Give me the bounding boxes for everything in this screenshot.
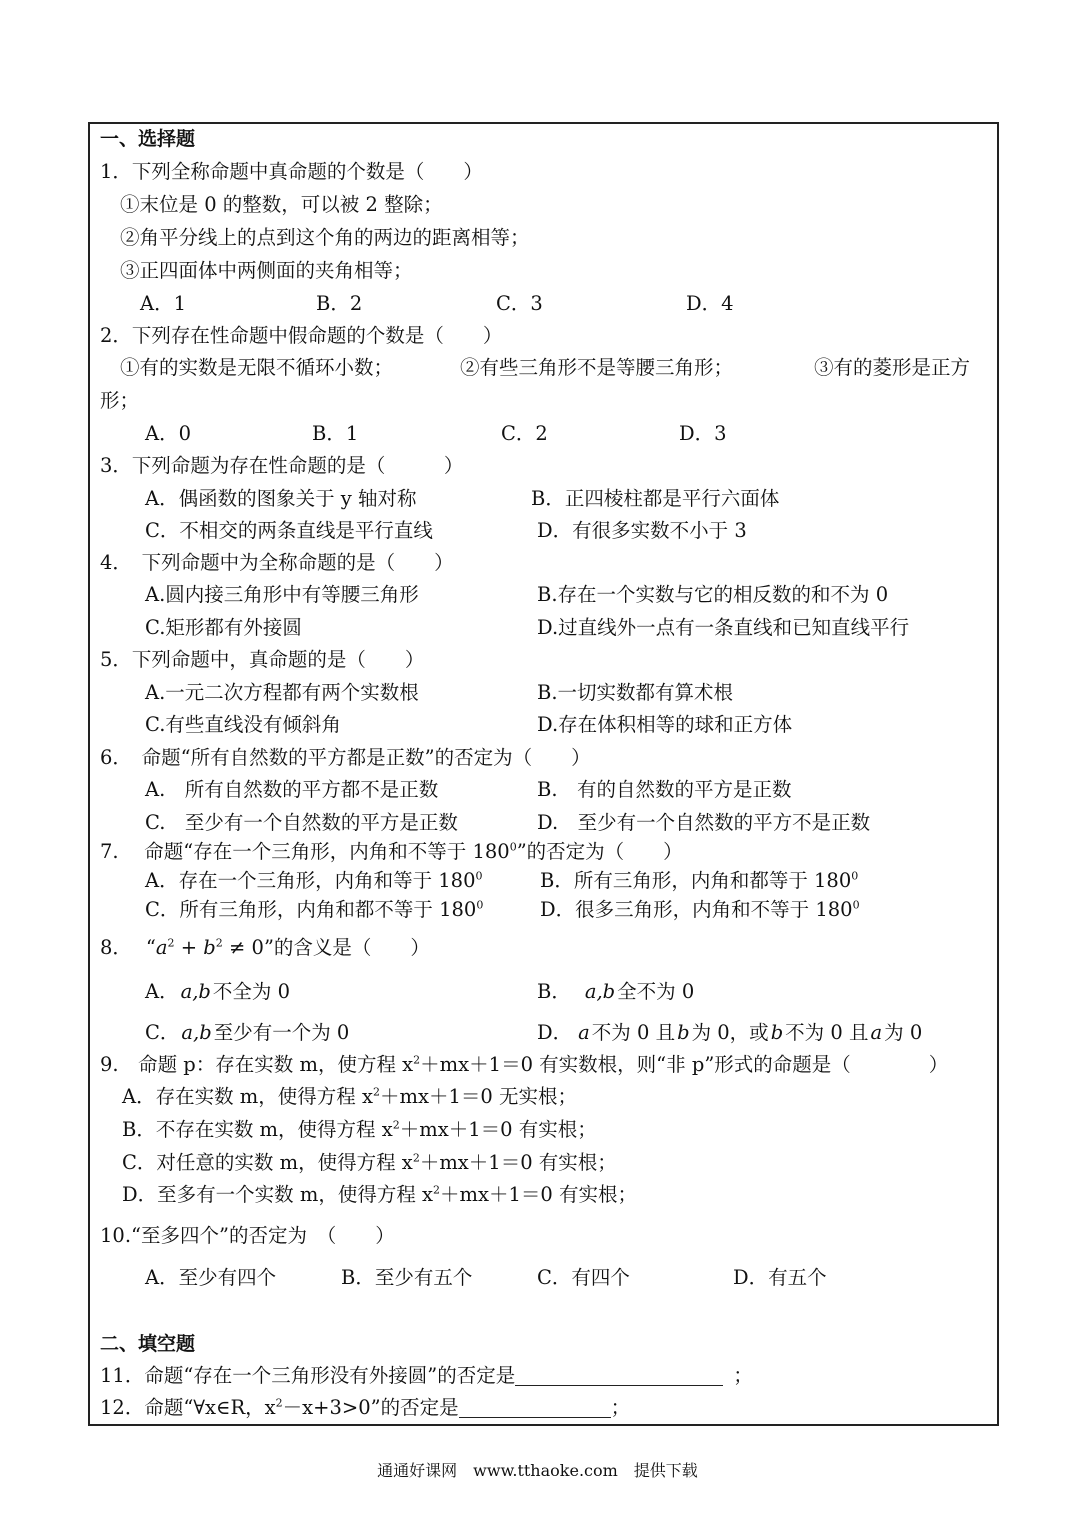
q4-option-a: A.圆内接三角形中有等腰三角形 bbox=[145, 583, 419, 606]
q1-option-a: A．1 bbox=[140, 292, 186, 315]
section-heading-choice: 一、选择题 bbox=[100, 128, 196, 150]
q1-item-1: ①末位是 0 的整数，可以被 2 整除； bbox=[120, 193, 443, 216]
q5-option-b: B.一切实数都有算术根 bbox=[537, 681, 734, 704]
footer-source: 通通好课网 www.tthaoke.com 提供下载 bbox=[377, 1461, 698, 1480]
q2-item-1: ①有的实数是无限不循环小数； bbox=[120, 356, 394, 379]
q8-option-b: B． a,b 全不为 0 bbox=[537, 980, 695, 1003]
q1-option-d: D．4 bbox=[686, 292, 734, 315]
q5-option-a: A.一元二次方程都有两个实数根 bbox=[145, 681, 419, 704]
q5-option-d: D.存在体积相等的球和正方体 bbox=[537, 713, 793, 736]
q8-option-c: C． a,b 至少有一个为 0 bbox=[145, 1021, 350, 1044]
q7-stem: 7. 命题“存在一个三角形，内角和不等于 $180^0$”的否定为（ ） bbox=[100, 840, 683, 863]
q10-option-c: C．有四个 bbox=[537, 1266, 630, 1289]
q7-option-b: B．所有三角形，内角和都等于 $180^0$ bbox=[540, 869, 859, 892]
q6-option-b: B. 有的自然数的平方是正数 bbox=[537, 778, 792, 801]
q1-item-2: ②角平分线上的点到这个角的两边的距离相等； bbox=[120, 226, 530, 249]
q1-option-c: C．3 bbox=[496, 292, 543, 315]
q9-stem: 9. 命题 p：存在实数 m，使方程 $x^2+mx+1=0$ 有实数根，则“非 p”形式的命题是（ ） bbox=[100, 1053, 949, 1076]
q2-option-b: B．1 bbox=[312, 422, 359, 445]
q2-option-a: A．0 bbox=[145, 422, 191, 445]
q4-option-d: D.过直线外一点有一条直线和已知直线平行 bbox=[537, 616, 910, 639]
q1-item-3: ③正四面体中两侧面的夹角相等； bbox=[120, 259, 413, 282]
q6-stem: 6． 命题“所有自然数的平方都是正数”的否定为（ ） bbox=[100, 746, 591, 769]
q10-option-b: B．至少有五个 bbox=[341, 1266, 473, 1289]
q8-option-d: D． a 不为 0 且 b 为 0，或 b 不为 0 且 a 为 0 bbox=[537, 1021, 923, 1044]
q7-option-c: C．所有三角形，内角和都不等于 $180^0$ bbox=[145, 898, 484, 921]
q6-option-a: A. 所有自然数的平方都不是正数 bbox=[145, 778, 439, 801]
q6-option-c: C. 至少有一个自然数的平方是正数 bbox=[145, 811, 458, 834]
q9-option-b: B．不存在实数 m，使得方程 $x^2+mx+1=0$ 有实根； bbox=[122, 1118, 597, 1141]
q12-stem: 12．命题“∀x∈R，$x^2-x+3>0$”的否定是 ； bbox=[100, 1396, 631, 1419]
q8-option-a: A． a,b 不全为 0 bbox=[145, 980, 291, 1003]
q3-option-a: A．偶函数的图象关于 y 轴对称 bbox=[145, 487, 417, 510]
q11-stem: 11．命题“存在一个三角形没有外接圆”的否定是 ； bbox=[100, 1364, 753, 1387]
q2-item-3-wrap: 形； bbox=[100, 389, 140, 412]
q1-option-b: B．2 bbox=[316, 292, 363, 315]
q5-option-c: C.有些直线没有倾斜角 bbox=[145, 713, 341, 736]
q2-item-2: ②有些三角形不是等腰三角形； bbox=[460, 356, 734, 379]
q3-option-d: D．有很多实数不小于 3 bbox=[537, 519, 747, 542]
q8-stem: 8． “$a^2 + b^2 \ne 0$”的含义是（ ） bbox=[100, 936, 430, 959]
q1-stem: 1．下列全称命题中真命题的个数是（ ） bbox=[100, 160, 483, 183]
q2-option-d: D．3 bbox=[679, 422, 727, 445]
q3-stem: 3．下列命题为存在性命题的是（ ） bbox=[100, 454, 464, 477]
q10-option-a: A．至少有四个 bbox=[145, 1266, 277, 1289]
q5-stem: 5．下列命题中，真命题的是（ ） bbox=[100, 648, 425, 671]
q12-answer-blank bbox=[459, 1397, 611, 1418]
q3-option-c: C．不相交的两条直线是平行直线 bbox=[145, 519, 433, 542]
q4-option-b: B.存在一个实数与它的相反数的和不为 0 bbox=[537, 583, 889, 606]
q11-answer-blank bbox=[515, 1365, 723, 1386]
q2-item-3: ③有的菱形是正方 bbox=[814, 356, 971, 379]
q9-option-d: D．至多有一个实数 m，使得方程 $x^2+mx+1=0$ 有实根； bbox=[122, 1183, 638, 1206]
q2-stem: 2．下列存在性命题中假命题的个数是（ ） bbox=[100, 324, 503, 347]
q10-option-d: D．有五个 bbox=[733, 1266, 827, 1289]
q4-option-c: C.矩形都有外接圆 bbox=[145, 616, 302, 639]
q4-stem: 4． 下列命题中为全称命题的是（ ） bbox=[100, 551, 454, 574]
q10-stem: 10.“至多四个”的否定为 （ ） bbox=[100, 1224, 395, 1247]
q6-option-d: D. 至少有一个自然数的平方不是正数 bbox=[537, 811, 871, 834]
q9-option-c: C．对任意的实数 m，使得方程 $x^2+mx+1=0$ 有实根； bbox=[122, 1151, 617, 1174]
section-heading-fill-in: 二、填空题 bbox=[100, 1333, 196, 1355]
q7-option-a: A．存在一个三角形，内角和等于 $180^0$ bbox=[145, 869, 483, 892]
q7-option-d: D．很多三角形，内角和不等于 $180^0$ bbox=[540, 898, 860, 921]
q3-option-b: B．正四棱柱都是平行六面体 bbox=[531, 487, 780, 510]
q9-option-a: A．存在实数 m，使得方程 $x^2+mx+1=0$ 无实根； bbox=[122, 1085, 577, 1108]
q2-option-c: C．2 bbox=[501, 422, 548, 445]
degree-superscript: 0 bbox=[509, 840, 517, 854]
